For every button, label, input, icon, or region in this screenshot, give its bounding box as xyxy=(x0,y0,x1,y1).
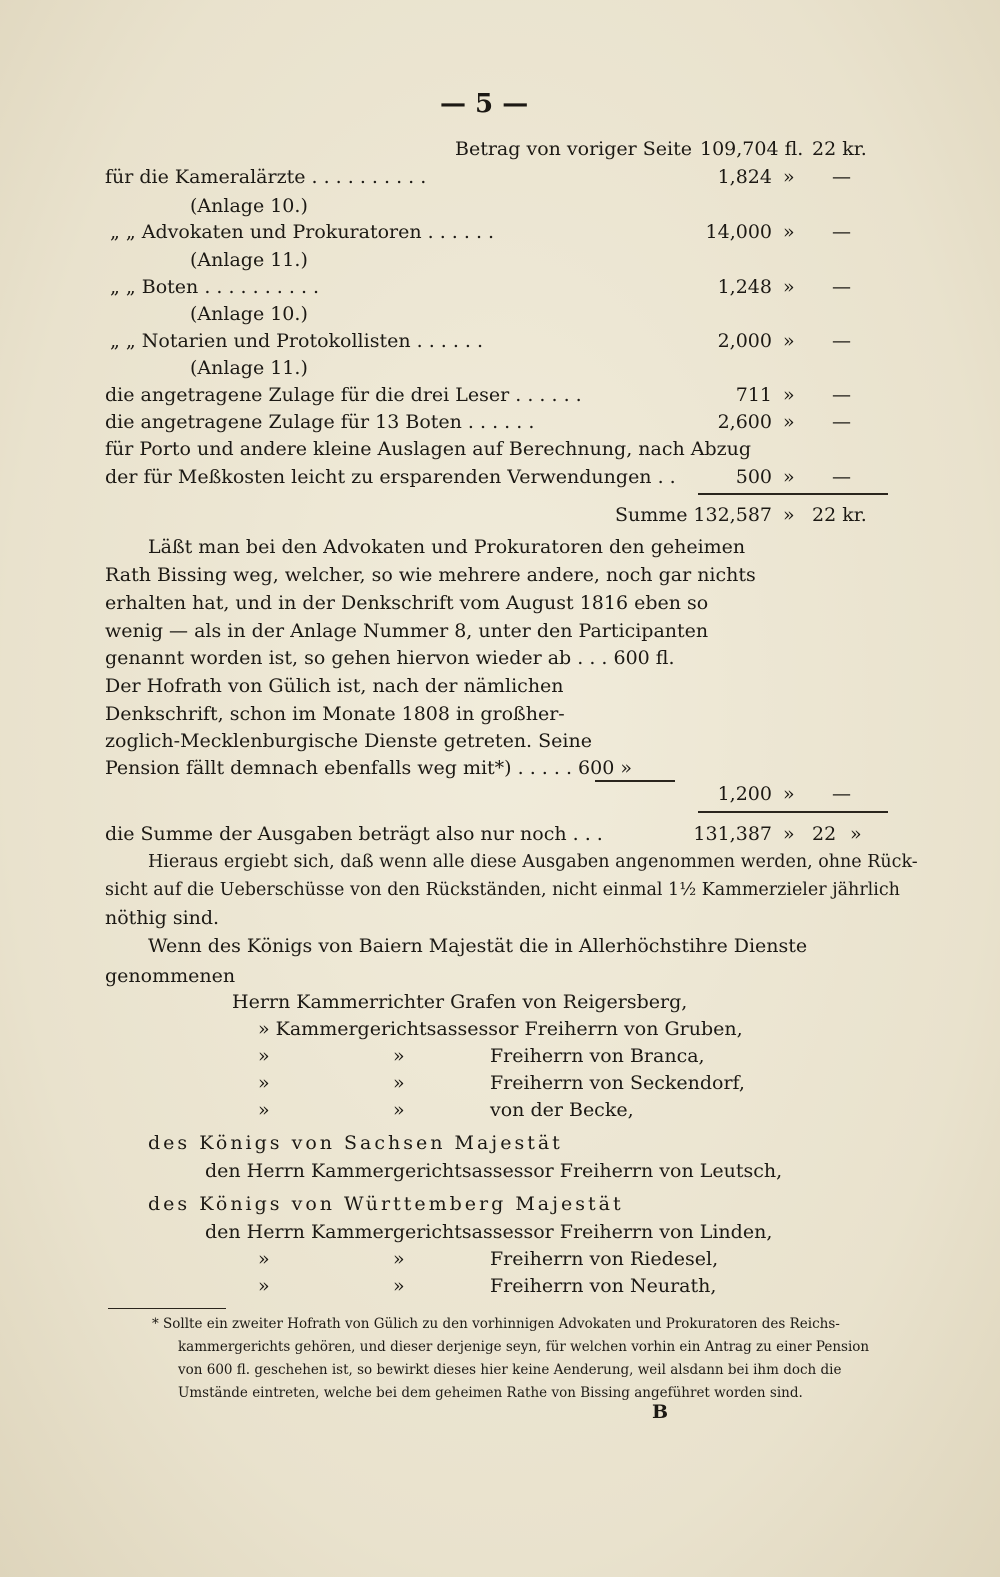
name-line: den Herrn Kammergerichtsassessor Freiherrn von Leutsch, xyxy=(205,1160,783,1182)
paragraph-line: Denkschrift, schon im Monate 1808 in großher- xyxy=(105,703,565,725)
row-text: die angetragene Zulage für 13 Boten . . . . . . xyxy=(105,411,535,433)
carry-fl: 109,704 fl. xyxy=(700,138,804,160)
row-quote: » xyxy=(783,221,795,243)
section-heading: des Königs von Württemberg Majestät xyxy=(148,1193,624,1215)
row-kr: — xyxy=(832,466,851,488)
row-quote: » xyxy=(783,276,795,298)
deduction-rule xyxy=(595,780,675,782)
row-quote: » xyxy=(783,411,795,433)
row-fl: 1,248 xyxy=(717,276,772,298)
total-text: die Summe der Ausgaben beträgt also nur noch . . . xyxy=(105,823,603,845)
sum-fl: 132,587 xyxy=(693,504,772,526)
name-line: von der Becke, xyxy=(490,1099,634,1121)
sum-rule xyxy=(698,493,888,495)
paragraph-line: genannt worden ist, so gehen hiervon wieder ab . . . 600 fl. xyxy=(105,647,675,669)
ditto-mark: » xyxy=(258,1248,270,1270)
paragraph-line: sicht auf die Ueberschüsse von den Rückständen, nicht einmal 1½ Kammerzieler jährlich xyxy=(105,880,900,900)
paragraph-line: Der Hofrath von Gülich ist, nach der nämlichen xyxy=(105,675,564,697)
total-rule xyxy=(698,811,888,813)
footnote-line: kammergerichts gehören, und dieser derjenige seyn, für welchen vorhin ein Antrag zu einer Pension xyxy=(178,1339,870,1355)
row-text: für Porto und andere kleine Auslagen auf Berechnung, nach Abzug xyxy=(105,438,752,460)
subtotal-fl: 1,200 xyxy=(717,783,772,805)
paragraph-line: wenig — als in der Anlage Nummer 8, unter den Participanten xyxy=(105,620,709,642)
paragraph-line: Hieraus ergiebt sich, daß wenn alle diese Ausgaben angenommen werden, ohne Rück- xyxy=(148,852,918,872)
paragraph-line: Wenn des Königs von Baiern Majestät die in Allerhöchstihre Dienste xyxy=(148,935,808,957)
row-fl: 2,000 xyxy=(717,330,772,352)
name-line: Herrn Kammerrichter Grafen von Reigersberg, xyxy=(232,991,688,1013)
ditto-mark: » xyxy=(258,1072,270,1094)
row-quote: » xyxy=(783,166,795,188)
total-kr: 22 xyxy=(812,823,837,845)
row-text: der für Meßkosten leicht zu ersparenden Verwendungen . . xyxy=(105,466,676,488)
footnote-line: * Sollte ein zweiter Hofrath von Gülich zu den vorhinnigen Advokaten und Prokuratoren des Reichs- xyxy=(152,1316,840,1332)
paragraph-line: erhalten hat, und in der Denkschrift vom August 1816 eben so xyxy=(105,592,709,614)
carry-kr: 22 kr. xyxy=(812,138,867,160)
row-fl: 711 xyxy=(735,384,772,406)
row-text: (Anlage 11.) xyxy=(190,357,308,379)
ditto-mark: » xyxy=(258,1045,270,1067)
ditto-mark: » xyxy=(393,1072,405,1094)
row-quote: » xyxy=(783,384,795,406)
section-heading: des Königs von Sachsen Majestät xyxy=(148,1132,563,1154)
row-text: (Anlage 11.) xyxy=(190,249,308,271)
paragraph-line: genommenen xyxy=(105,965,236,987)
row-quote: » xyxy=(783,466,795,488)
paragraph-line: Rath Bissing weg, welcher, so wie mehrere andere, noch gar nichts xyxy=(105,564,756,586)
subtotal-kr: — xyxy=(832,783,851,805)
row-text: (Anlage 10.) xyxy=(190,303,308,325)
row-text: „ „ Notarien und Protokollisten . . . . . . xyxy=(110,330,484,352)
row-kr: — xyxy=(832,166,851,188)
footnote-rule xyxy=(108,1308,226,1309)
paragraph-line: zoglich-Mecklenburgische Dienste getreten. Seine xyxy=(105,730,592,752)
total-quote: » xyxy=(783,823,795,845)
total-fl: 131,387 xyxy=(693,823,772,845)
ditto-mark: » xyxy=(393,1275,405,1297)
name-line: Freiherrn von Seckendorf, xyxy=(490,1072,745,1094)
signature-mark: B xyxy=(652,1401,669,1423)
row-text: die angetragene Zulage für die drei Leser . . . . . . xyxy=(105,384,582,406)
paragraph-line: nöthig sind. xyxy=(105,907,220,929)
row-text: „ „ Advokaten und Prokuratoren . . . . . . xyxy=(110,221,495,243)
footnote-line: von 600 fl. geschehen ist, so bewirkt dieses hier keine Aenderung, weil alsdann bei ihm doch die xyxy=(178,1362,842,1378)
ditto-mark: » xyxy=(393,1099,405,1121)
row-kr: — xyxy=(832,411,851,433)
footnote-line: Umstände eintreten, welche bei dem geheimen Rathe von Bissing angeführet worden sind. xyxy=(178,1385,803,1401)
row-kr: — xyxy=(832,384,851,406)
carry-label: Betrag von voriger Seite xyxy=(455,138,692,160)
name-line: den Herrn Kammergerichtsassessor Freiherrn von Linden, xyxy=(205,1221,773,1243)
name-line: » Kammergerichtsassessor Freiherrn von Gruben, xyxy=(258,1018,743,1040)
paragraph-line: Pension fällt demnach ebenfalls weg mit*) . . . . . 600 » xyxy=(105,757,632,779)
row-text: für die Kameralärzte . . . . . . . . . . xyxy=(105,166,427,188)
ditto-mark: » xyxy=(393,1248,405,1270)
subtotal-quote: » xyxy=(783,783,795,805)
row-quote: » xyxy=(783,330,795,352)
name-line: Freiherrn von Neurath, xyxy=(490,1275,717,1297)
name-line: Freiherrn von Riedesel, xyxy=(490,1248,719,1270)
sum-kr: 22 kr. xyxy=(812,504,867,526)
row-fl: 1,824 xyxy=(717,166,772,188)
ditto-mark: » xyxy=(258,1099,270,1121)
ditto-mark: » xyxy=(258,1275,270,1297)
row-kr: — xyxy=(832,221,851,243)
row-kr: — xyxy=(832,276,851,298)
row-text: „ „ Boten . . . . . . . . . . xyxy=(110,276,320,298)
row-kr: — xyxy=(832,330,851,352)
ditto-mark: » xyxy=(393,1045,405,1067)
name-line: Freiherrn von Branca, xyxy=(490,1045,705,1067)
row-text: (Anlage 10.) xyxy=(190,195,308,217)
total-quote-2: » xyxy=(850,823,862,845)
sum-quote: » xyxy=(783,504,795,526)
row-fl: 14,000 xyxy=(705,221,772,243)
sum-label: Summe xyxy=(615,504,688,526)
paragraph-line: Läßt man bei den Advokaten und Prokuratoren den geheimen xyxy=(148,536,746,558)
page-number: — 5 — xyxy=(440,89,529,119)
row-fl: 500 xyxy=(735,466,772,488)
row-fl: 2,600 xyxy=(717,411,772,433)
